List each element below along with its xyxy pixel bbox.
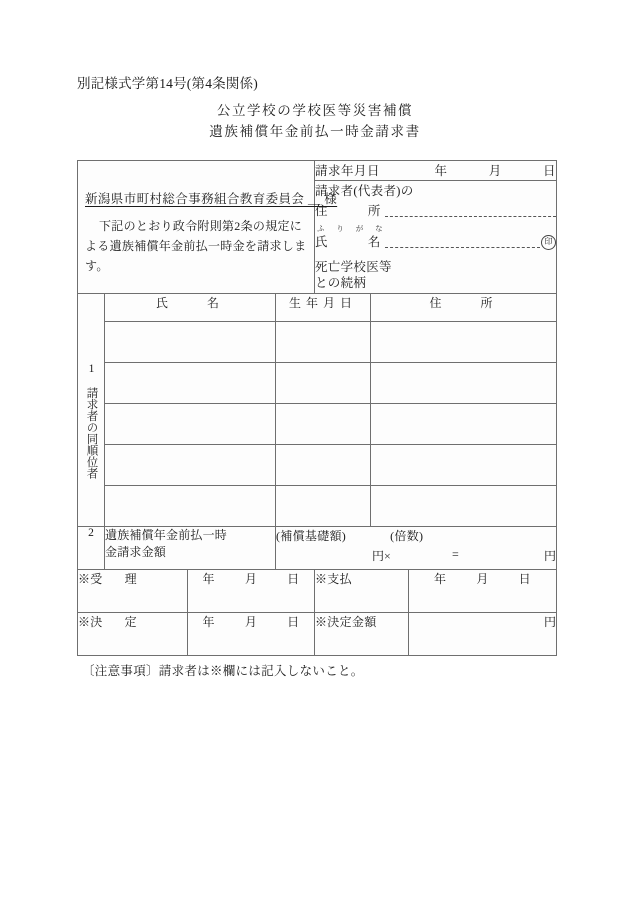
table-row-decision [78, 613, 557, 656]
cell-address[interactable] [371, 404, 557, 445]
cell-name[interactable] [105, 322, 276, 363]
cell-birthdate[interactable] [276, 445, 371, 486]
section1-vertical-label [78, 294, 105, 527]
cell-address[interactable] [371, 322, 557, 363]
cell-birthdate[interactable] [276, 322, 371, 363]
relation-label-line-2: との続柄 [315, 275, 367, 290]
claimant-address-field[interactable] [315, 201, 556, 219]
claim-date-day: 日 [542, 164, 556, 178]
section1-label-text: 請求者の同順位者 [85, 387, 98, 479]
claim-statement: 下記のとおり政令附則第2条の規定による遺族補償年金前払一時金を請求します。 [85, 219, 307, 273]
payment-date-cell[interactable]: 年 月 日 [409, 570, 557, 613]
document-title [0, 100, 630, 142]
section2-calculation-cell[interactable] [276, 527, 557, 570]
decision-date-cell[interactable]: 年 月 日 [188, 613, 315, 656]
table-row [78, 363, 557, 404]
claim-date-year: 年 [434, 164, 448, 178]
seal-icon: 印 [541, 235, 556, 250]
cell-address[interactable] [371, 445, 557, 486]
yen-multiply-symbol: 円× [372, 549, 391, 563]
claimant-name-input[interactable] [385, 235, 540, 248]
equals-symbol: = [452, 547, 459, 561]
title-line-2: 遺族補償年金前払一時金請求書 [209, 124, 421, 139]
claimant-name-field[interactable] [315, 232, 556, 250]
section2-label-line-2: 金請求金額 [105, 545, 167, 559]
section2-number: 2 [78, 527, 105, 570]
claimant-heading: 請求者(代表者)の [315, 183, 414, 198]
column-header-address: 住 所 [371, 294, 557, 322]
table-row-header-top [78, 161, 557, 181]
payment-label: ※支払 [315, 570, 409, 613]
receipt-label: ※受 理 [78, 570, 188, 613]
relation-label-line-1: 死亡学校医等 [315, 259, 392, 274]
decision-amount-cell[interactable]: 円 [409, 613, 557, 656]
form-code: 別記様式学第14号(第4条関係) [77, 76, 258, 91]
decision-amount-label: ※決定金額 [315, 613, 409, 656]
claimant-address-input[interactable] [385, 204, 556, 217]
table-row [78, 486, 557, 527]
footnote: 〔注意事項〕請求者は※欄には記入しないこと。 [82, 664, 364, 678]
furigana-label: ふ り が な [317, 223, 388, 233]
claimant-address-label: 住 所 [315, 203, 381, 218]
claim-date-label: 請求年月日 [315, 164, 381, 178]
cell-name[interactable] [105, 363, 276, 404]
section2-label-line-1: 遺族補償年金前払一時 [105, 528, 228, 542]
addressee-cell [78, 161, 338, 294]
table-row [78, 445, 557, 486]
cell-address[interactable] [371, 486, 557, 527]
claim-form-table [77, 160, 557, 656]
section2-label [105, 527, 276, 570]
claimant-identity-cell[interactable] [315, 180, 557, 253]
claim-date-cell[interactable] [315, 161, 557, 181]
table-row-section1-header [78, 294, 557, 322]
cell-name[interactable] [105, 445, 276, 486]
cell-birthdate[interactable] [276, 486, 371, 527]
cell-name[interactable] [105, 486, 276, 527]
cell-address[interactable] [371, 363, 557, 404]
addressee-text: 新潟県市町村総合事務組合教育委員会 ＿ 様 [85, 192, 338, 206]
decision-label: ※決 定 [78, 613, 188, 656]
claim-date-month: 月 [488, 164, 502, 178]
receipt-date-cell[interactable]: 年 月 日 [188, 570, 315, 613]
table-row [78, 404, 557, 445]
column-header-birthdate: 生年月日 [276, 294, 371, 322]
cell-name[interactable] [105, 404, 276, 445]
claimant-name-label: 氏 名 [315, 234, 381, 249]
yen-result-symbol: 円 [544, 549, 557, 563]
title-line-1: 公立学校の学校医等災害補償 [216, 103, 414, 118]
table-row [78, 322, 557, 363]
multiplier-label: (倍数) [390, 529, 424, 543]
section1-number: 1 [85, 363, 98, 375]
relation-cell[interactable] [315, 254, 557, 294]
cell-birthdate[interactable] [276, 363, 371, 404]
column-header-name: 氏 名 [105, 294, 276, 322]
table-row-receipt-payment [78, 570, 557, 613]
cell-birthdate[interactable] [276, 404, 371, 445]
table-row-section2 [78, 527, 557, 570]
compensation-basis-label: (補償基礎額) [276, 529, 347, 543]
